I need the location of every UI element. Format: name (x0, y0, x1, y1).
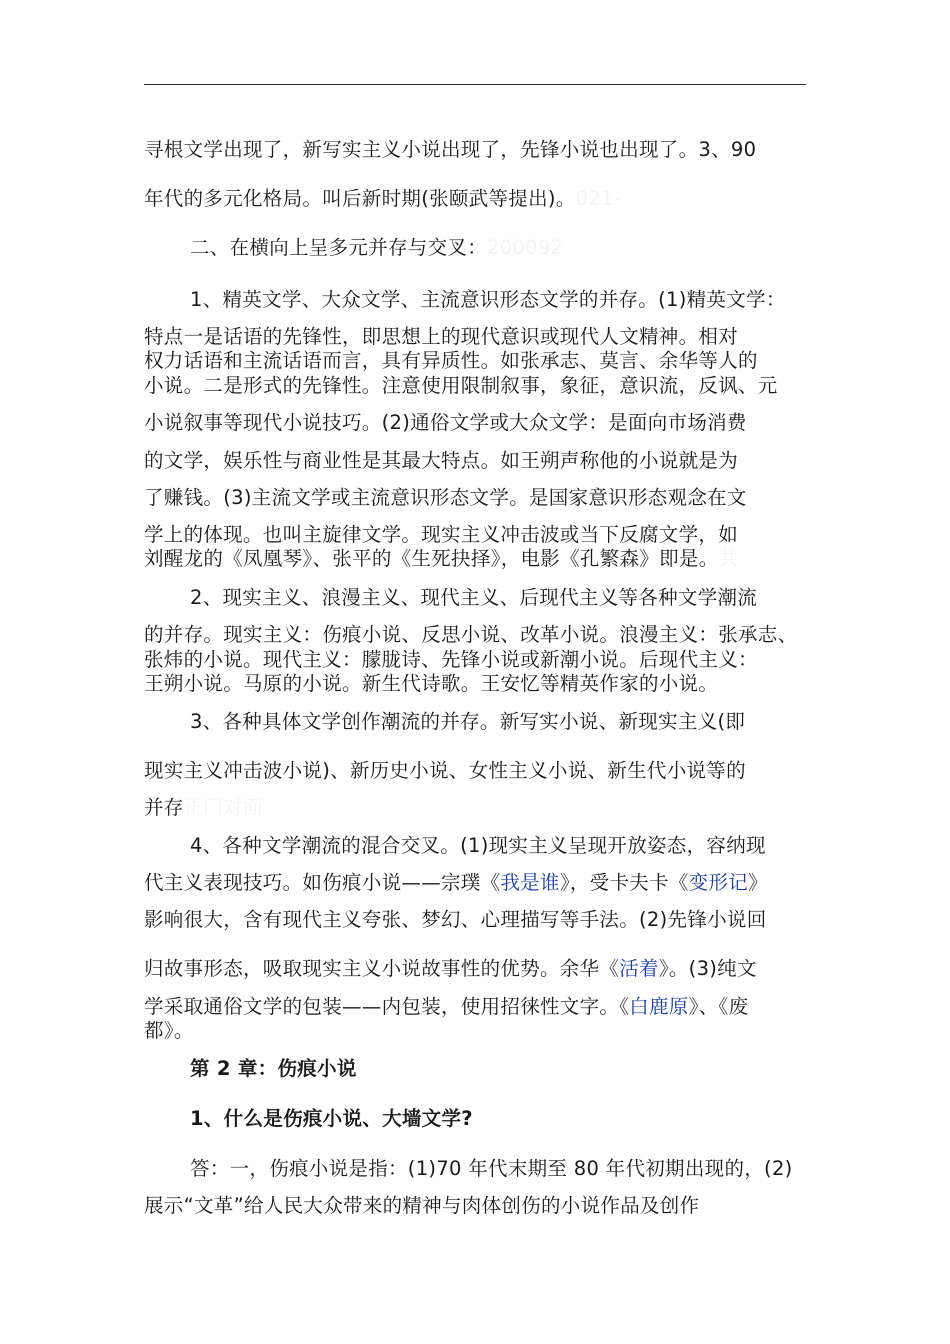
faint-watermark-text: 正门对面 (183, 796, 263, 819)
text-line: 的文学，娱乐性与商业性是其最大特点。如王朔声称他的小说就是为 (144, 449, 739, 472)
text-line: 了赚钱。(3)主流文学或主流意识形态文学。是国家意识形态观念在文 (144, 486, 747, 509)
faint-watermark-text: 021- (575, 187, 622, 210)
text-line: 学上的体现。也叫主旋律文学。现实主义冲击波或当下反腐文学，如 (144, 523, 739, 546)
text-line: 代主义表现技巧。如伤痕小说——宗璞《我是谁》，受卡夫卡《变形记》 (144, 871, 768, 894)
text-line: 归故事形态，吸取现实主义小说故事性的优势。余华《活着》。(3)纯文 (144, 957, 757, 980)
chapter-heading: 第 2 章：伤痕小说 (190, 1057, 357, 1080)
paragraph-start: 4、各种文学潮流的混合交叉。(1)现实主义呈现开放姿态，容纳现 (190, 834, 766, 857)
question-heading: 1、什么是伤痕小说、大墙文学? (190, 1107, 473, 1130)
text-line: 都》。 (144, 1019, 194, 1042)
text-line: 寻根文学出现了，新写实主义小说出现了，先锋小说也出现了。3、90 (144, 138, 757, 161)
link-bian-xing-ji[interactable]: 变形记 (688, 871, 749, 894)
text-line: 影响很大，含有现代主义夸张、梦幻、心理描写等手法。(2)先锋小说回 (144, 908, 767, 931)
link-wo-shi-shui[interactable]: 我是谁 (500, 871, 560, 894)
text-line: 现实主义冲击波小说)、新历史小说、女性主义小说、新生代小说等的 (144, 759, 746, 782)
text-line: 的并存。现实主义：伤痕小说、反思小说、改革小说。浪漫主义：张承志、 (144, 623, 798, 646)
faint-watermark-text: 200092 (487, 236, 564, 259)
text-line: 特点一是话语的先锋性，即思想上的现代意识或现代人文精神。相对 (144, 325, 739, 348)
text-line: 小说。二是形式的先锋性。注意使用限制叙事，象征，意识流，反讽、元 (144, 374, 778, 397)
text-line: 展示“文革”给人民大众带来的精神与肉体创伤的小说作品及创作 (144, 1194, 700, 1217)
faint-watermark-text: 共 (718, 547, 739, 570)
section-heading: 二、在横向上呈多元并存与交叉：200092 (190, 236, 564, 259)
text-line: 并存正门对面 (144, 796, 263, 819)
text-line: 张炜的小说。现代主义：朦胧诗、先锋小说或新潮小说。后现代主义： (144, 648, 758, 671)
text-line: 学采取通俗文学的包装——内包装，使用招徕性文字。《白鹿原》、《废 (144, 995, 749, 1018)
paragraph-start: 2、现实主义、浪漫主义、现代主义、后现代主义等各种文学潮流 (190, 586, 758, 609)
text-line: 刘醒龙的《凤凰琴》、张平的《生死抉择》，电影《孔繁森》即是。共 (144, 547, 739, 570)
paragraph-start: 1、精英文学、大众文学、主流意识形态文学的并存。(1)精英文学： (190, 288, 786, 311)
paragraph-start: 答：一，伤痕小说是指：(1)70 年代末期至 80 年代初期出现的，(2) (190, 1157, 793, 1180)
text-line: 王朔小说。马原的小说。新生代诗歌。王安忆等精英作家的小说。 (144, 672, 719, 695)
text-line: 小说叙事等现代小说技巧。(2)通俗文学或大众文学：是面向市场消费 (144, 411, 747, 434)
text-line: 年代的多元化格局。叫后新时期(张颐武等提出)。021- (144, 187, 622, 210)
link-bai-lu-yuan[interactable]: 白鹿原 (629, 995, 689, 1018)
text-line: 权力话语和主流话语而言，具有异质性。如张承志、莫言、余华等人的 (144, 349, 758, 372)
link-huo-zhe[interactable]: 活着 (619, 957, 659, 980)
paragraph-start: 3、各种具体文学创作潮流的并存。新写实小说、新现实主义(即 (190, 710, 746, 733)
header-rule (144, 84, 806, 85)
